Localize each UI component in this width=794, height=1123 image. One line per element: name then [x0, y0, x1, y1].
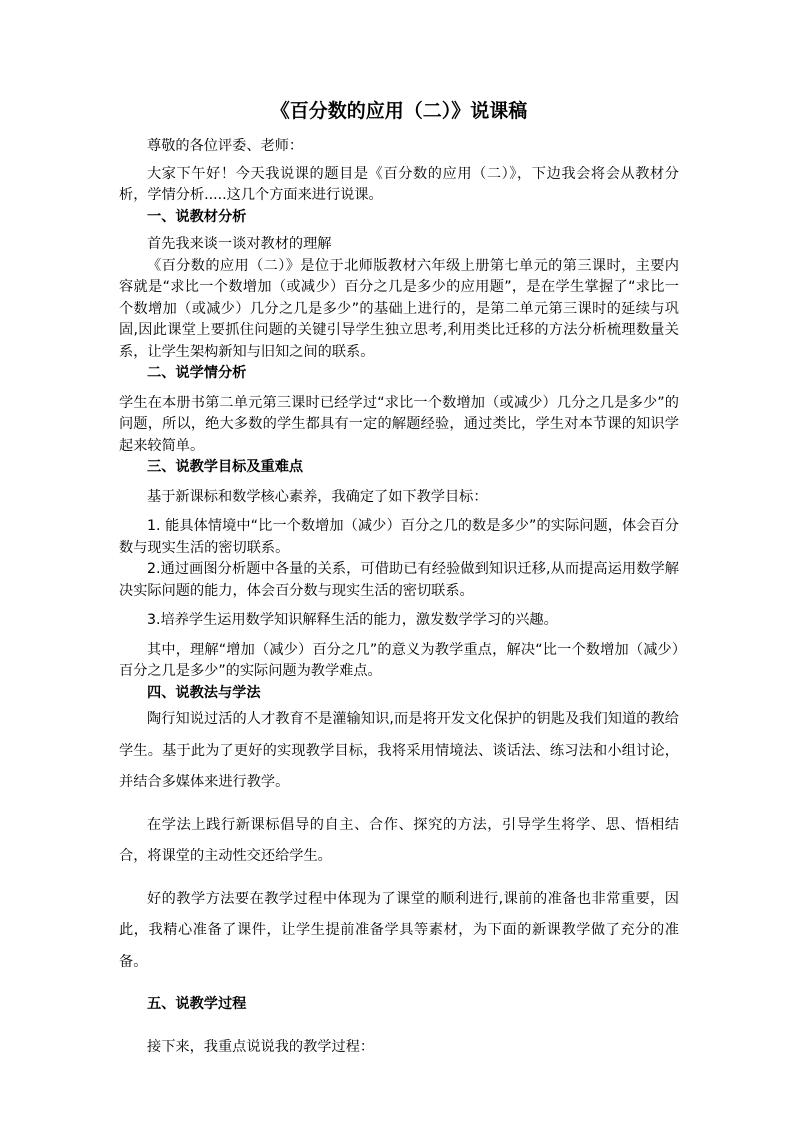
- textbook-lead: 首先我来谈一谈对教材的理解: [147, 236, 332, 252]
- document-title: 《百分数的应用（二）》说课稿: [270, 100, 528, 122]
- students-paragraph: 学生在本册书第二单元第三课时已经学过“求比一个数增加（或减少）几分之几是多少”的问题，所以，绝大多数的学生都具有一定的解题经验，通过类比，学生对本节课的知识学起来较简单。: [119, 394, 679, 454]
- section-heading-objectives: 三、说教学目标及重难点: [147, 459, 304, 475]
- greeting: 尊敬的各位评委、老师：: [147, 138, 304, 154]
- methods-paragraph-3: 好的教学方法要在教学过程中体现为了课堂的顺利进行,课前的准备也非常重要，因此，我精心准备了课件，让学生提前准备学具等素材，为下面的新课教学做了充分的准备。: [119, 890, 679, 970]
- document-body: [119, 98, 679, 1063]
- objectives-lead: 基于新课标和数学核心素养，我确定了如下教学目标：: [147, 488, 488, 505]
- textbook-paragraph: 《百分数的应用（二）》是位于北师版教材六年级上册第七单元的第三课时，主要内容就是“求比一个数增加（或减少）百分之几是多少的应用题”，是在学生掌握了“求比一个数增加（或减少）几分之几是多少”的基础上进行的，是第二单元第三课时的延续与巩固,因此课堂上要抓住问题的关键引导学生独立思考,利用类比迁移的方法分析梳理数量关系，让学生架构新知与旧知之间的联系。: [119, 257, 679, 360]
- intro-paragraph: 大家下午好！今天我说课的题目是《百分数的应用（二）》，下边我会将会从教材分析，学情分析.....这几个方面来进行说课。: [119, 165, 679, 203]
- objective-item-3: 3.培养学生运用数学知识解释生活的能力，激发数学学习的兴趣。: [147, 612, 558, 628]
- methods-paragraph-2: 在学法上践行新课标倡导的自主、合作、探究的方法，引导学生将学、思、悟相结合，将课堂的主动性交还给学生。: [119, 816, 679, 864]
- section-heading-process: 五、说教学过程: [147, 996, 247, 1012]
- objective-item-2: 2.通过画图分析题中各量的关系，可借助已有经验做到知识迁移,从而提高运用数学解决实际问题的能力，体会百分数与现实生活的密切联系。: [119, 561, 679, 599]
- section-heading-methods: 四、说教法与学法: [147, 684, 261, 701]
- section-heading-students: 二、说学情分析: [147, 365, 247, 381]
- methods-paragraph-1: 陶行知说过活的人才教育不是灌输知识,而是将开发文化保护的钥匙及我们知道的教给学生。基于此为了更好的实现教学目标，我将采用情境法、谈话法、练习法和小组讨论，并结合多媒体来进行教学。: [119, 711, 679, 790]
- process-lead: 接下来，我重点说说我的教学过程：: [147, 1038, 375, 1055]
- section-heading-textbook: 一、说教材分析: [147, 208, 247, 225]
- objective-item-1: 1. 能具体情境中“比一个数增加（减少）百分之几的数是多少”的实际问题，体会百分数与现实生活的密切联系。: [119, 518, 679, 556]
- key-points-paragraph: 其中，理解“增加（减少）百分之几”的意义为教学重点，解决“比一个数增加（减少）百分之几是多少”的实际问题为教学难点。: [119, 641, 679, 679]
